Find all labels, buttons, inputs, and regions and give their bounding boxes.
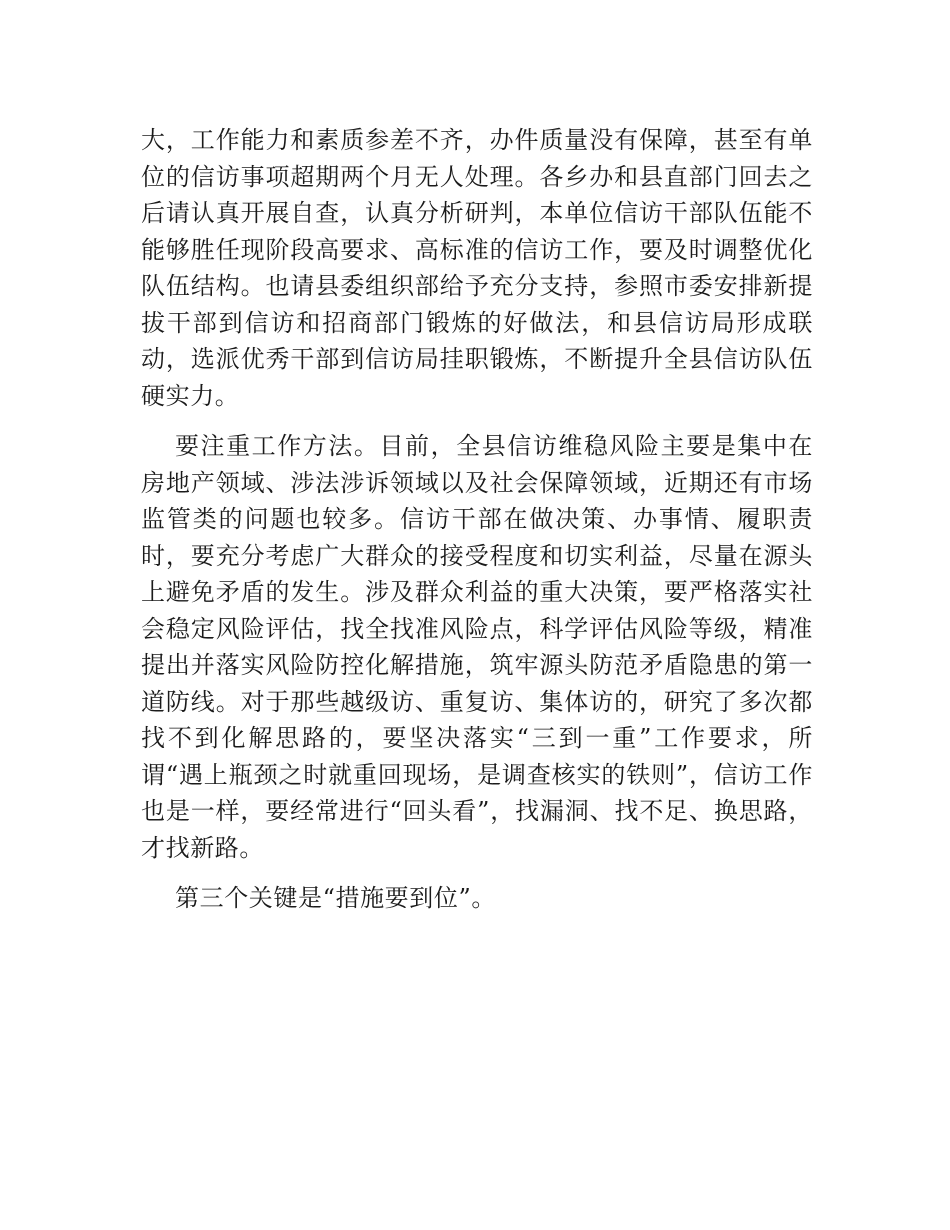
document-body: [141, 122, 813, 931]
paragraph-third-key: 第三个关键是“措施要到位”。: [175, 884, 496, 912]
paragraph-continuation: 大，工作能力和素质参差不齐，办件质量没有保障，甚至有单位的信访事项超期两个月无人处理。各乡办和县直部门回去之后请认真开展自查，认真分析研判，本单位信访干部队伍能不能够胜任现阶段高要求、高标准的信访工作，要及时调整优化队伍结构。也请县委组织部给予充分支持，参照市委安排新提拔干部到信访和招商部门锻炼的好做法，和县信访局形成联动，选派优秀干部到信访局挂职锻炼，不断提升全县信访队伍硬实力。: [141, 126, 813, 410]
paragraph-work-methods: 要注重工作方法。目前，全县信访维稳风险主要是集中在房地产领域、涉法涉诉领域以及社会保障领域，近期还有市场监管类的问题也较多。信访干部在做决策、办事情、履职责时，要充分考虑广大群众的接受程度和切实利益，尽量在源头上避免矛盾的发生。涉及群众利益的重大决策，要严格落实社会稳定风险评估，找全找准风险点，科学评估风险等级，精准提出并落实风险防控化解措施，筑牢源头防范矛盾隐患的第一道防线。对于那些越级访、重复访、集体访的，研究了多次都找不到化解思路的，要坚决落实“三到一重”工作要求，所谓“遇上瓶颈之时就重回现场，是调查核实的铁则”，信访工作也是一样，要经常进行“回头看”，找漏洞、找不足、换思路，才找新路。: [141, 432, 813, 862]
